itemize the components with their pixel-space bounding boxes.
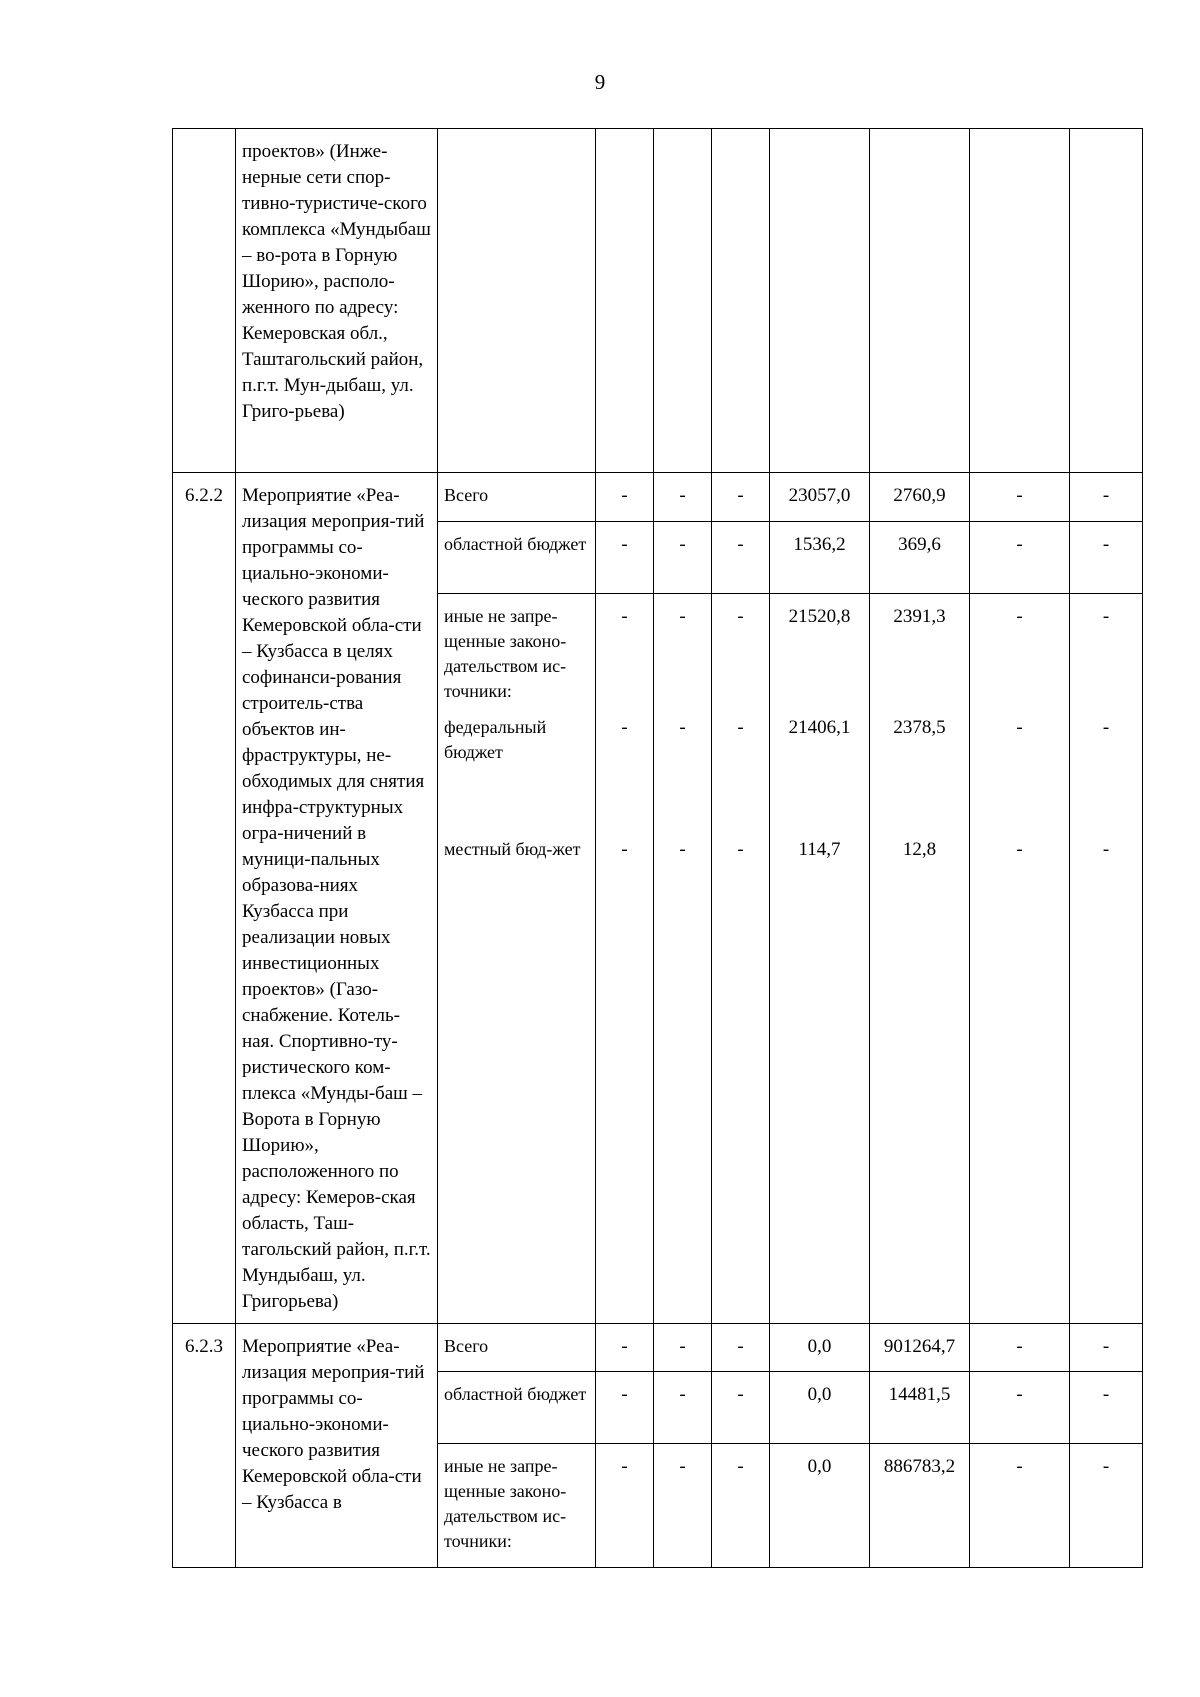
- cell-value-group: - -: [596, 715, 654, 1323]
- cell-num: [173, 129, 236, 473]
- cell-name: Мероприятие «Реа-лизация мероприя-тий программы со-циально-экономи-ческого развития Кемеровской обла-сти – Кузбасса в целях софинанси-рования строитель-ства объектов ин-фраструктуры, не-обходимых для снятия инфра-структурных огра-ничений в муници-пальных образова-ниях Кузбасса при реализации новых инвестиционных проектов» (Газо-снабжение. Котель-ная. Спортивно-ту-ристического ком-плекса «Мунды-баш – Ворота в Горную Шорию», расположенного по адресу: Кемеров-ская область, Таш-тагольский район, п.г.т. Мундыбаш, ул. Григорьева): [236, 473, 438, 1324]
- cell-value: -: [1070, 473, 1143, 522]
- cell-value-group: - -: [712, 715, 770, 1323]
- cell-value: -: [712, 1444, 770, 1568]
- cell-value: -: [596, 1444, 654, 1568]
- cell-source: Всего: [438, 1324, 596, 1372]
- cell-value: -: [1070, 1444, 1143, 1568]
- cell-value: 2760,9: [870, 473, 970, 522]
- cell-source: иные не запре-щенные законо-дательством ис-точники:: [438, 1444, 596, 1568]
- cell-value: -: [654, 473, 712, 522]
- cell-value-group: - -: [654, 715, 712, 1323]
- cell-value: 901264,7: [870, 1324, 970, 1372]
- cell-value: -: [654, 521, 712, 594]
- cell-value: -: [1070, 1372, 1143, 1444]
- cell-value: 886783,2: [870, 1444, 970, 1568]
- cell-value: 0,0: [770, 1372, 870, 1444]
- cell-value: -: [970, 594, 1070, 715]
- cell-value-group: - -: [970, 715, 1070, 1323]
- cell-value: -: [596, 594, 654, 715]
- cell-source: областной бюджет: [438, 1372, 596, 1444]
- cell-value: -: [712, 521, 770, 594]
- source-federal: федеральный бюджет: [444, 717, 547, 763]
- cell-value-group: 2378,5 12,8: [870, 715, 970, 1323]
- cell-value: -: [596, 1324, 654, 1372]
- cell-value: -: [970, 1372, 1070, 1444]
- cell-value: -: [596, 521, 654, 594]
- table-row: [173, 473, 1143, 522]
- cell-source: [438, 129, 596, 473]
- cell-value: -: [596, 1372, 654, 1444]
- cell-name: Мероприятие «Реа-лизация мероприя-тий программы со-циально-экономи-ческого развития Кемеровской обла-сти – Кузбасса в: [236, 1324, 438, 1568]
- cell-value: -: [654, 1324, 712, 1372]
- cell-value: -: [654, 594, 712, 715]
- cell-value: 369,6: [870, 521, 970, 594]
- cell-value: 0,0: [770, 1444, 870, 1568]
- cell-value: -: [654, 1444, 712, 1568]
- cell-value: -: [970, 1444, 1070, 1568]
- cell-value: -: [596, 473, 654, 522]
- cell-source: Всего: [438, 473, 596, 522]
- page-number: 9: [594, 70, 606, 94]
- source-local: местный бюд-жет: [444, 839, 581, 860]
- cell-value-group: 21406,1 114,7: [770, 715, 870, 1323]
- cell-value: 21520,8: [770, 594, 870, 715]
- cell-value: -: [1070, 521, 1143, 594]
- cell-value: -: [970, 473, 1070, 522]
- cell-value: -: [1070, 594, 1143, 715]
- cell-value: -: [970, 521, 1070, 594]
- cell-value: 2391,3: [870, 594, 970, 715]
- cell-value: 1536,2: [770, 521, 870, 594]
- cell-value: -: [712, 473, 770, 522]
- cell-num: 6.2.3: [173, 1324, 236, 1568]
- cell-source: иные не запре-щенные законо-дательством ис-точники:: [438, 594, 596, 715]
- cell-value: -: [712, 594, 770, 715]
- table-row-continuation: [173, 129, 1143, 473]
- cell-value: -: [712, 1372, 770, 1444]
- cell-name: проектов» (Инже-нерные сети спор-тивно-туристиче-ского комплекса «Мундыбаш – во-рота в Горную Шорию», располо-женного по адресу: Кемеровская обл., Таштагольский район, п.г.т. Мун-дыбаш, ул. Григо-рьева): [236, 129, 438, 473]
- table-row: [173, 1324, 1143, 1372]
- cell-num: 6.2.2: [173, 473, 236, 1324]
- cell-value: -: [712, 1324, 770, 1372]
- cell-value: 0,0: [770, 1324, 870, 1372]
- cell-value-group: - -: [1070, 715, 1143, 1323]
- cell-value: 23057,0: [770, 473, 870, 522]
- cell-value: -: [1070, 1324, 1143, 1372]
- program-funding-table: [172, 128, 1143, 1568]
- cell-value: -: [970, 1324, 1070, 1372]
- cell-value: 14481,5: [870, 1372, 970, 1444]
- cell-source-group: [438, 715, 596, 1323]
- cell-value: -: [654, 1372, 712, 1444]
- cell-source: областной бюджет: [438, 521, 596, 594]
